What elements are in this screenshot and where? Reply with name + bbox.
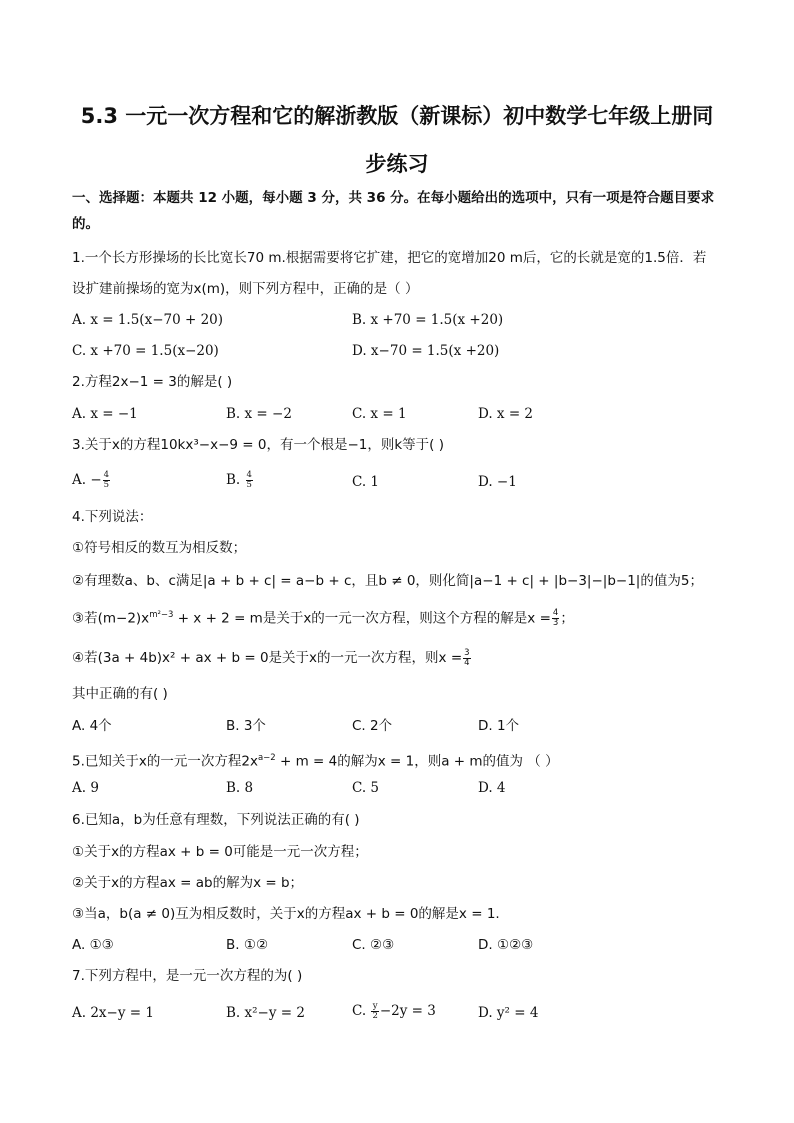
q4-tail: 其中正确的有( ): [72, 686, 168, 702]
q4-option-a: A. 4个: [72, 718, 112, 734]
q4-option-d: D. 1个: [478, 718, 520, 734]
q4-statement-2: ②有理数a、b、c满足|a + b + c| = a−b + c，且b ≠ 0，则化简|a−1 + c| + |b−3|−|b−1|的值为5；: [72, 573, 703, 589]
q7-option-d: D. y² = 4: [478, 1005, 539, 1021]
q6-option-a: A. ①③: [72, 937, 114, 953]
fraction: $\frac{4}{3}$: [552, 608, 559, 628]
section-header-cont: 的。: [72, 216, 99, 232]
q6-statement-1: ①关于x的方程ax + b = 0可能是一元一次方程；: [72, 844, 368, 860]
fraction: $\frac{3}{4}$: [464, 647, 470, 668]
q6-statement-2: ②关于x的方程ax = ab的解为x = b；: [72, 875, 304, 891]
q6-option-d: D. ①②③: [478, 937, 534, 953]
q2-option-c: C. x = 1: [352, 406, 407, 422]
q4-option-b: B. 3个: [226, 718, 266, 734]
q4-statement-3: ③若$(m-2)x^{m^2-3} + x + 2 = m$是关于x的一元一次方程，则这个方程的解是x = $\frac{4}{3}$ ；: [72, 608, 574, 628]
q7-option-c: C. $\frac{y}{2}$ −2y = 3: [352, 1001, 436, 1021]
q3-option-b: B. $\frac{4}{5}$: [226, 470, 252, 490]
q3-option-d: D. −1: [478, 474, 517, 490]
q2-stem: 2.方程2x−1 = 3的解是( ): [72, 374, 233, 390]
q6-stem: 6.已知a，b为任意有理数，下列说法正确的有( ): [72, 812, 360, 828]
q5-option-a: A. 9: [72, 780, 99, 796]
q2-option-d: D. x = 2: [478, 406, 534, 422]
fraction: $\frac{4}{5}$: [103, 470, 110, 490]
q5-option-d: D. 4: [478, 780, 506, 796]
q3-option-a: A. − $\frac{4}{5}$: [72, 470, 110, 490]
q1-stem-cont: 设扩建前操场的宽为x(m)，则下列方程中，正确的是（ ）: [72, 281, 419, 297]
q3-option-c: C. 1: [352, 474, 380, 490]
section-header: 一、选择题：本题共 12 小题，每小题 3 分，共 36 分。在每小题给出的选项中，只有一项是符合题目要求: [72, 190, 715, 206]
q2-option-a: A. x = −1: [72, 406, 138, 422]
fraction: $\frac{y}{2}$: [372, 1001, 378, 1021]
q4-statement-4: ④若(3a + 4b)x² + ax + b = 0是关于x的一元一次方程，则x = $\frac{3}{4}$: [72, 647, 470, 668]
q6-option-b: B. ①②: [226, 937, 269, 953]
q2-option-b: B. x = −2: [226, 406, 292, 422]
page-title-line1: 5.3 一元一次方程和它的解浙教版（新课标）初中数学七年级上册同: [80, 104, 714, 128]
q7-stem: 7.下列方程中，是一元一次方程的为( ): [72, 968, 303, 984]
q6-statement-3: ③当a，b(a ≠ 0)互为相反数时，关于x的方程ax + b = 0的解是x = 1.: [72, 906, 500, 922]
q5-option-c: C. 5: [352, 780, 380, 796]
q1-option-b: B. x +70 = 1.5(x +20): [352, 312, 504, 328]
fraction: $\frac{4}{5}$: [246, 470, 252, 490]
q6-option-c: C. ②③: [352, 937, 395, 953]
q3-stem: 3.关于x的方程10kx³−x−9 = 0，有一个根是−1，则k等于( ): [72, 437, 444, 453]
q1-option-a: A. x = 1.5(x−70 + 20): [72, 312, 224, 328]
q5-stem: 5.已知关于x的一元一次方程$2x^{a-2} + m = 4$的解为x = 1，则a + m的值为 （ ）: [72, 753, 559, 770]
q5-option-b: B. 8: [226, 780, 254, 796]
q1-option-c: C. x +70 = 1.5(x−20): [72, 343, 219, 359]
q1-option-d: D. x−70 = 1.5(x +20): [352, 343, 500, 359]
q4-option-c: C. 2个: [352, 718, 393, 734]
q1-stem: 1.一个长方形操场的长比宽长70 m.根据需要将它扩建，把它的宽增加20 m后，它的长就是宽的1.5倍．若: [72, 250, 707, 266]
q4-statement-1: ①符号相反的数互为相反数；: [72, 540, 247, 556]
q7-option-b: B. x²−y = 2: [226, 1005, 305, 1021]
page-title-line2: 步练习: [365, 152, 429, 176]
q7-option-a: A. 2x−y = 1: [72, 1005, 154, 1021]
q4-stem: 4.下列说法：: [72, 509, 153, 525]
